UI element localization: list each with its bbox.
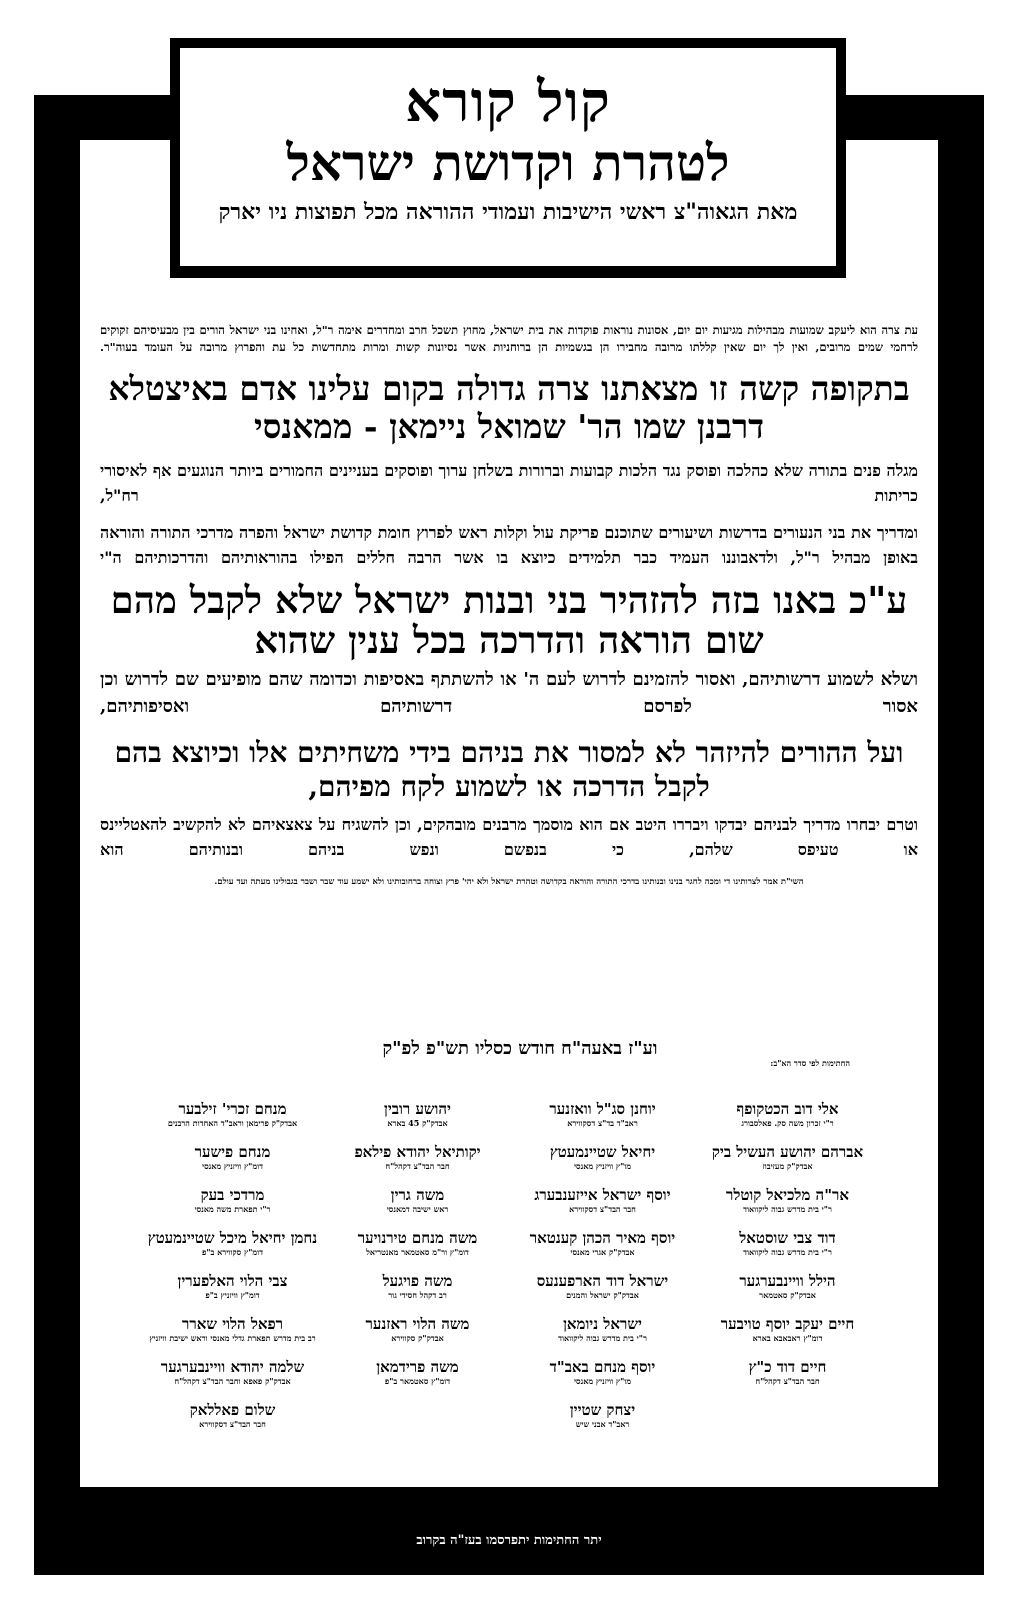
signature: [695, 1100, 880, 1143]
signature: [510, 1315, 695, 1358]
signature-title: אבדק"ק פרימאן וראב"ד האחדות הרבנים: [167, 1118, 298, 1128]
signature-title: חבר הבד"צ דסקווירא: [199, 1419, 266, 1429]
signature-title: ר"י בית מדרש גבוה ליקוואוד: [558, 1333, 647, 1343]
paragraph-3: ושלא לשמוע דרשותיהם, ואסור להזמינם לדרוש לעם ה' או להשתתף באסיפות וכדומה שהם מופיעים שם לדרוש וכן אסור לפרסם דרשותיהם ואסיפותיהם,: [100, 669, 918, 717]
signature-name: יצחק שטיין: [569, 1401, 636, 1419]
signature: [140, 1401, 325, 1444]
signature-name: ישראל דוד הארפענעס: [536, 1272, 669, 1290]
title-line-2: לטהרת וקדושת ישראל: [286, 133, 730, 192]
signature: [140, 1143, 325, 1186]
signature-title: אבדק"ק ישראל והמנים: [566, 1290, 639, 1300]
signature-title: ראב"ד אבני שיש: [575, 1419, 630, 1429]
signature: [140, 1315, 325, 1358]
signature-title: דומ"ץ ור"מ סאטמאר מאנטריאל: [366, 1247, 469, 1257]
signature-title: ראש ישיבה דמאנסי: [386, 1204, 449, 1214]
signature: [140, 1272, 325, 1315]
signature-name: מרדכי בעק: [200, 1186, 265, 1204]
signature: [695, 1401, 880, 1444]
signature-title: מו"ץ וויזניץ מאנסי: [573, 1376, 632, 1386]
signature-name: משה הלוי ראזנער: [365, 1315, 470, 1333]
signature-title: דומ"ץ וויזניץ מאנסי: [202, 1161, 263, 1171]
signature: [140, 1358, 325, 1401]
signature-name: אלי דוב הכטקופף: [736, 1100, 839, 1118]
signature-title: ר"י בית מדרש גבוה ליקוואוד: [743, 1247, 832, 1257]
signature: [510, 1100, 695, 1143]
signature-name: הילל וויינבערגער: [739, 1272, 836, 1290]
signature-title: ר"י בית מדרש גבוה ליקוואוד: [743, 1204, 832, 1214]
signature-title: דומ"ץ וויזניץ ב"פ: [205, 1290, 260, 1300]
signature-name: משה פרידמאן: [376, 1358, 459, 1376]
signature-name: יוסף מאיר הכהן קענטאר: [529, 1229, 676, 1247]
signature-name: דוד צבי שוסטאל: [739, 1229, 836, 1247]
headline-2: ע"כ באנו בזה להזהיר בני ובנות ישראל שלא לקבל מהם שום הוראה והדרכה בכל ענין שהוא: [110, 578, 908, 662]
signature-name: יוסף ישראל אייזענבערג: [534, 1186, 671, 1204]
signature-title: אבדק"ק סקווירא: [391, 1333, 444, 1343]
signature-name: חיים דוד כ"ץ: [748, 1358, 827, 1376]
signature-title: אבדק"ק 45 בארא: [387, 1118, 448, 1128]
signature-title: ר"י תפארת משה מאנסי: [194, 1204, 271, 1214]
paragraph-4: וטרם יבחרו מדריך לבניהם יבדקו ויבררו היטב אם הוא מוסמך מרבנים מובהקים, וכן להשגיח על צאצאיהם לא להקשיב להאטליינס או טעיפס שלהם, כי בנפשם ונפש בניהם ובנותיהם הוא: [100, 815, 918, 859]
signature-title: חבר הבד"צ דקהל"ח: [755, 1376, 820, 1386]
signature-title: אבדק"ק סאטמאר: [759, 1290, 816, 1300]
signature: [325, 1100, 510, 1143]
signature-name: חיים יעקב יוסף טויבער: [720, 1315, 855, 1333]
signature-title: אבדק"ק אגרי מאנסי: [570, 1247, 635, 1257]
signature-name: משה גרין: [390, 1186, 445, 1204]
signature-name: יחיאל שטיינמעטץ: [549, 1143, 656, 1161]
signature: [510, 1229, 695, 1272]
signature: [510, 1143, 695, 1186]
signature: [325, 1229, 510, 1272]
signature-title: דומ"ץ ראבאבא בארא: [752, 1333, 823, 1343]
signature-title: אבדק"ק מעזיבוז: [762, 1161, 813, 1171]
signature-name: יקותיאל יהודא פילאפ: [354, 1143, 481, 1161]
signature: [695, 1315, 880, 1358]
signatures-grid: [140, 1100, 880, 1450]
signature: [510, 1401, 695, 1444]
signature: [325, 1186, 510, 1229]
footer-note: יתר החתימות יתפרסמו בעז"ה בקרוב: [416, 1533, 602, 1548]
signature: [695, 1143, 880, 1186]
signature: [510, 1358, 695, 1401]
closing-line: השי"ת אמר לצרותינו די ומכה לחגר בנינו ובנותינו בדרכי התורה והוראה בקדושה וטהרת ישראל ולא יהי' פרץ וצוחה ברחובותינו ולא ישמע עוד שבר ושבר בגבולינו מעתה ועד עולם.: [214, 877, 804, 887]
signature: [140, 1100, 325, 1143]
signature: [325, 1143, 510, 1186]
signature-name: יהושע רובין: [384, 1100, 451, 1118]
signature: [695, 1358, 880, 1401]
signature-title: דומ"ץ סאטמאר ב"פ: [384, 1376, 451, 1386]
signature: [695, 1229, 880, 1272]
signature-title: דומ"ץ סקווירא ב"פ: [201, 1247, 263, 1257]
signature-name: יוחנן סג"ל וואזנער: [549, 1100, 656, 1118]
signature-name: אברהם יהושע העשיל ביק: [711, 1143, 864, 1161]
title-box: [180, 48, 836, 266]
signature: [325, 1272, 510, 1315]
signature: [510, 1272, 695, 1315]
signature-title: ר"י זכרון משה סק. פאלסבורג: [741, 1118, 834, 1128]
signature-name: נחמן יחיאל מיכל שטיינמעטץ: [147, 1229, 318, 1247]
signature-name: שלמה יהודא וויינבערגער: [160, 1358, 305, 1376]
signature: [325, 1358, 510, 1401]
signature: [325, 1315, 510, 1358]
title-line-1: קול קורא: [405, 69, 611, 135]
signature-title: אבדק"ק פאפא וחבר הבד"צ דקהל"ח: [174, 1376, 291, 1386]
signature-name: אר"ה מלכיאל קוטלר: [725, 1186, 850, 1204]
date-line: וע"ז באעה"ח חודש כסליו תש"פ לפ"ק: [382, 1038, 658, 1059]
intro-paragraph: עת צרה הוא ליעקב שמועות מבהילות מגיעות יום יום, אסונות נוראות פוקדות את בית ישראל, מחוץ תשכל חרב ומחדרים אימה ר"ל, ואחינו בני ישראל הורים בין מבעיסיהם זקוקים לרחמי שמים מרובים, ואין לך יום שאין קללתו מרובה מחבירו הן בגשמיות הן ברוחניות אשר נסיונות קשות ומרות מתחדשות כל עת והפרוץ מרובה על העומד בעוה"ר.: [100, 323, 918, 354]
paragraph-1: מגלה פנים בתורה שלא כהלכה ופוסק נגד הלכות קבועות וברורות בשלחן ערוך ופוסקים בעניינים החמורים ביותר הנוגעים אף לאיסורי כריתות רח"ל,: [100, 461, 918, 505]
headline-1: בתקופה קשה זו מצאתנו צרה גדולה בקום עלינו אדם באיצטלא דרבנן שמו הר' שמואל ניימאן - ממאנסי: [108, 369, 910, 446]
signature-title: רב בית מדרש תפארת גדלי מאנסי וראש ישיבת וויזניץ: [149, 1333, 316, 1343]
paragraph-2: ומדריך את בני הנעורים בדרשות ושיעורים שתוכנם פריקת עול וקלות ראש לפרוץ חומת קדושת ישראל והפרה מדרכי התורה והוראה באופן מבהיל ר"ל, ולדאבוננו העמיד כבר תלמידים כיוצא בו אשר הרבה חללים הפילו בהוראותיהם והדרכותיהם ה"י: [100, 523, 918, 567]
signature: [325, 1401, 510, 1444]
signature-name: ישראל ניומאן: [563, 1315, 642, 1333]
signature-name: רפאל הלוי שארר: [181, 1315, 284, 1333]
signature-title: ראב"ד בד"צ דסקווירא: [567, 1118, 638, 1128]
signature: [695, 1186, 880, 1229]
signature-name: משה מנחם טירנויער: [357, 1229, 478, 1247]
signature-title: מו"ץ וויזניץ מאנסי: [573, 1161, 632, 1171]
signature-name: משה פויגעל: [382, 1272, 453, 1290]
main-content: [100, 322, 918, 888]
signature: [510, 1186, 695, 1229]
signature-name: יוסף מנחם באב"ד: [549, 1358, 656, 1376]
signature: [140, 1186, 325, 1229]
signatures-note: החתימות לפי סדר הא"ב:: [770, 1058, 850, 1068]
signature: [140, 1229, 325, 1272]
headline-3: ועל ההורים להיזהר לא למסור את בניהם בידי משחיתים אלו וכיוצא בהם לקבל הדרכה או לשמוע לקח מפיהם,: [114, 736, 904, 803]
signature: [695, 1272, 880, 1315]
signature-title: חבר הבד"צ דקהל"ח: [385, 1161, 450, 1171]
signature-name: מנחם זכרי' זילבער: [178, 1100, 287, 1118]
signature-name: מנחם פישער: [194, 1143, 271, 1161]
signature-name: צבי הלוי האלפערין: [177, 1272, 288, 1290]
signature-title: רב דקהל חסידי גור: [388, 1290, 447, 1300]
subtitle: מאת הגאוה"צ ראשי הישיבות ועמודי ההוראה מכל תפוצות ניו יארק: [218, 199, 798, 225]
signature-title: חבר הבד"צ דסקווירא: [569, 1204, 636, 1214]
signature-name: שלום פאללאק: [189, 1401, 276, 1419]
